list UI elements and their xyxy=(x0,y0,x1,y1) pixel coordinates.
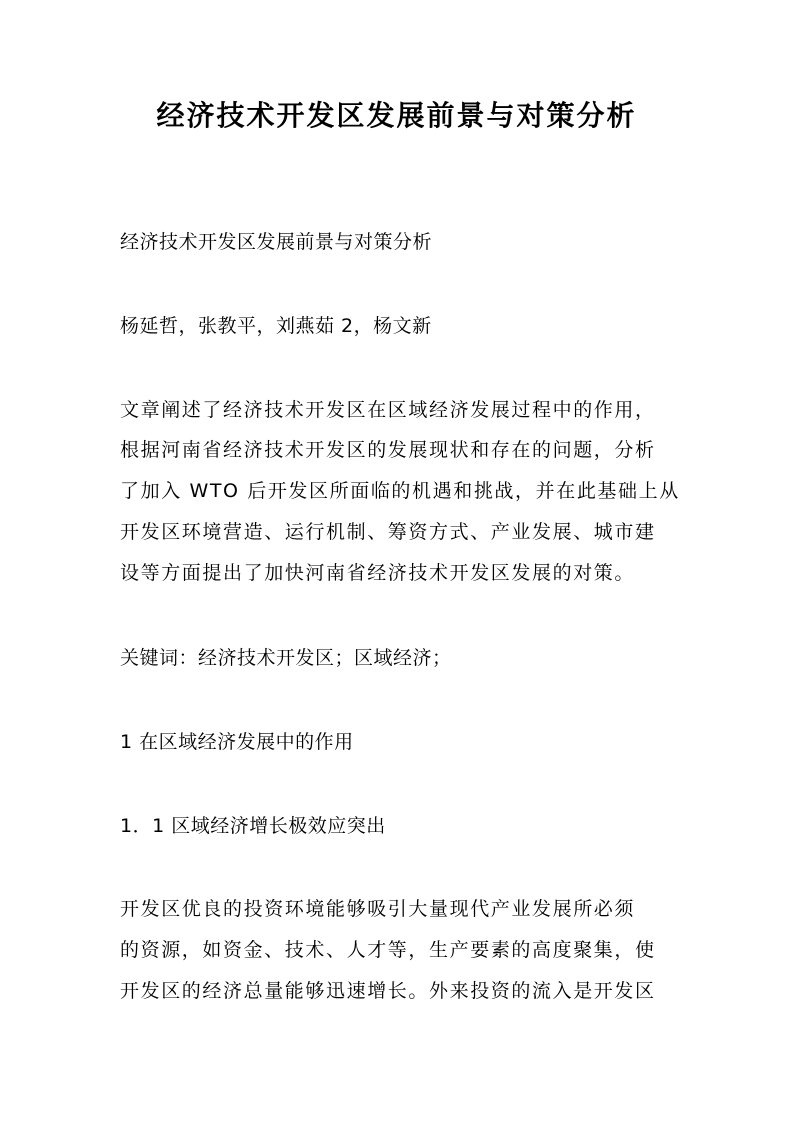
section-heading: 1 在区域经济发展中的作用 xyxy=(120,731,354,753)
abstract-line: 文章阐述了经济技术开发区在区域经济发展过程中的作用， xyxy=(120,399,656,421)
article-subtitle: 经济技术开发区发展前景与对策分析 xyxy=(120,231,433,253)
author-line: 杨延哲，张教平，刘燕茹 2，杨文新 xyxy=(120,315,432,337)
abstract-line: 了加入 WTO 后开发区所面临的机遇和挑战，并在此基础上从 xyxy=(120,480,680,502)
body-line: 开发区的经济总量能够迅速增长。外来投资的流入是开发区 xyxy=(120,980,656,1002)
abstract-line: 根据河南省经济技术开发区的发展现状和存在的问题，分析 xyxy=(120,439,656,461)
abstract-line: 设等方面提出了加快河南省经济技术开发区发展的对策。 xyxy=(120,562,636,584)
subsection-heading: 1．1 区域经济增长极效应突出 xyxy=(120,815,386,837)
abstract-line: 开发区环境营造、运行机制、筹资方式、产业发展、城市建 xyxy=(120,521,656,543)
body-line: 开发区优良的投资环境能够吸引大量现代产业发展所必须 xyxy=(120,898,636,920)
document-title: 经济技术开发区发展前景与对策分析 xyxy=(156,99,637,132)
body-line: 的资源，如资金、技术、人才等，生产要素的高度聚集，使 xyxy=(120,939,656,961)
keywords-line: 关键词：经济技术开发区；区域经济； xyxy=(120,647,452,669)
